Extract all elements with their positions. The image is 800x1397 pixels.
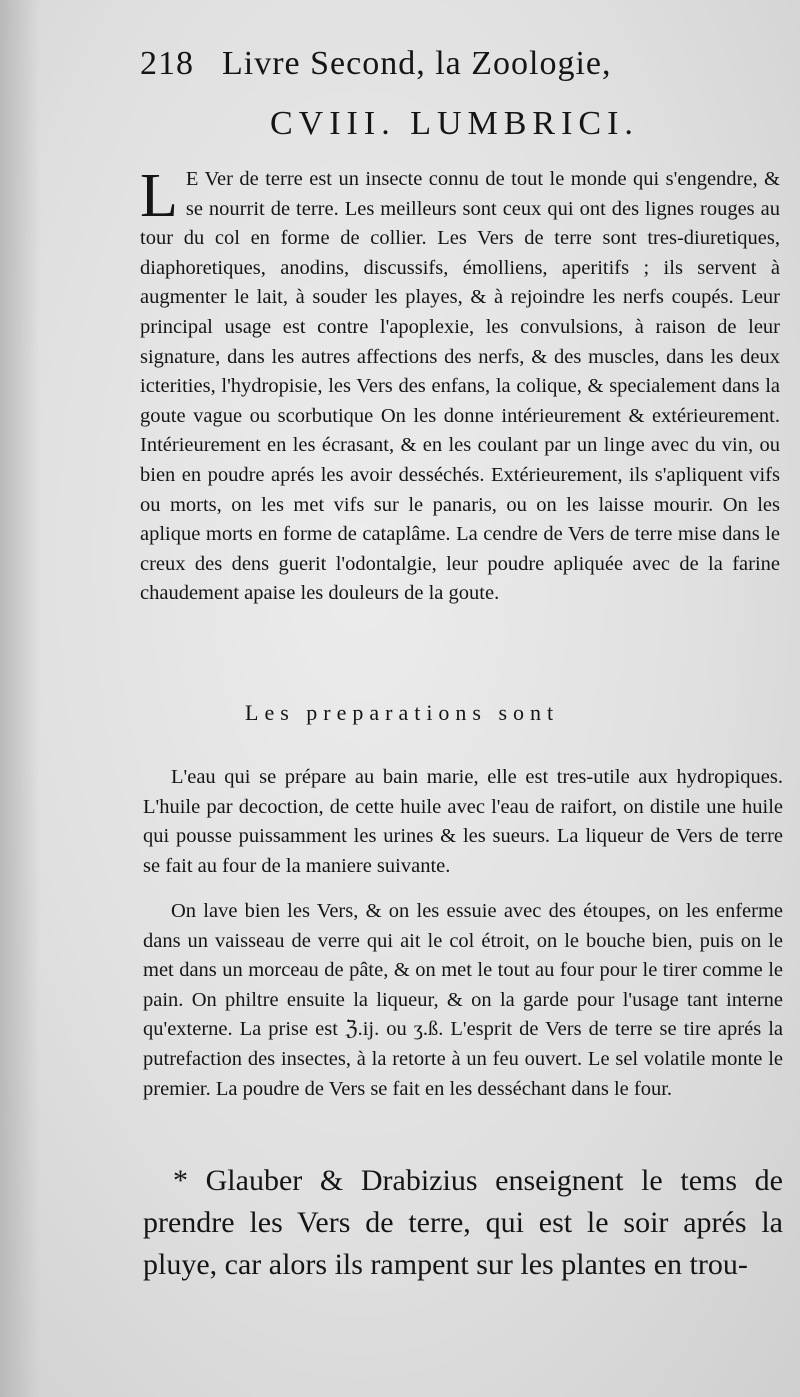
drop-cap: L: [140, 162, 178, 230]
section-title: CVIII. LUMBRICI.: [270, 105, 639, 142]
preparations-paragraph-2: On lave bien les Vers, & on les essuie avec des étoupes, on les enferme dans un vaisseau de verre qui ait le col étroit, on le bouche bien, puis on le met dans un morceau de pâte, & on met le tout au four pour le tirer comme le pain. On philtre ensuite la liqueur, & on la garde pour l'usage tant interne qu'externe. La prise est ℨ.ij. ou ʒ.ß. L'esprit de Vers de terre se tire aprés la putrefaction des insectes, à la retorte à un feu ouvert. Le sel volatile monte le premier. La poudre de Vers se fait en les desséchant dans le four.: [143, 900, 783, 1100]
running-title: Livre Second, la Zoologie,: [222, 45, 612, 82]
running-header: [140, 45, 700, 83]
intro-paragraph: [140, 162, 780, 609]
footnote-paragraph: * Glauber & Drabizius enseignent le tems de prendre les Vers de terre, qui est le soir aprés la pluye, car alors ils rampent sur les plantes en trou-: [143, 1164, 783, 1281]
intro-text: E Ver de terre est un insecte connu de tout le monde qui s'engendre, & se nourrit de terre. Les meilleurs sont ceux qui ont des lignes rouges au tour du col en forme de collier. Les Vers de terre sont tres-diuretiques, diaphoretiques, anodins, discussifs, émolliens, aperitifs ; ils servent à augmenter le lait, à souder les playes, & à rejoindre les nerfs coupés. Leur principal usage est contre l'apoplexie, les convulsions, à raison de leur signature, dans les autres affections des nerfs, & des muscles, dans les deux icterities, l'hydropisie, les Vers des enfans, la colique, & specialement dans la goute vague ou scorbutique On les donne intérieurement & extérieurement. Intérieurement en les écrasant, & en les coulant par un linge avec du vin, ou bien en poudre aprés les avoir desséchés. Extérieurement, ils s'apliquent vifs ou morts, on les met vifs sur le panaris, ou on les laisse mourir. On les aplique morts en forme de cataplâme. La cendre de Vers de terre mise dans le creux des dens guerit l'odontalgie, leur poudre apliquée avec de la farine chaudement apaise les douleurs de la goute.: [140, 168, 780, 605]
page-number: 218: [140, 45, 194, 82]
preparations-heading: Les preparations sont: [245, 700, 560, 725]
preparations-paragraph-1: L'eau qui se prépare au bain marie, elle est tres-utile aux hydropiques. L'huile par decoction, de cette huile avec l'eau de raifort, on distile une huile qui pousse puissamment les urines & les sueurs. La liqueur de Vers de terre se fait au four de la maniere suivante.: [143, 766, 783, 877]
spine-shadow: [0, 0, 40, 1397]
